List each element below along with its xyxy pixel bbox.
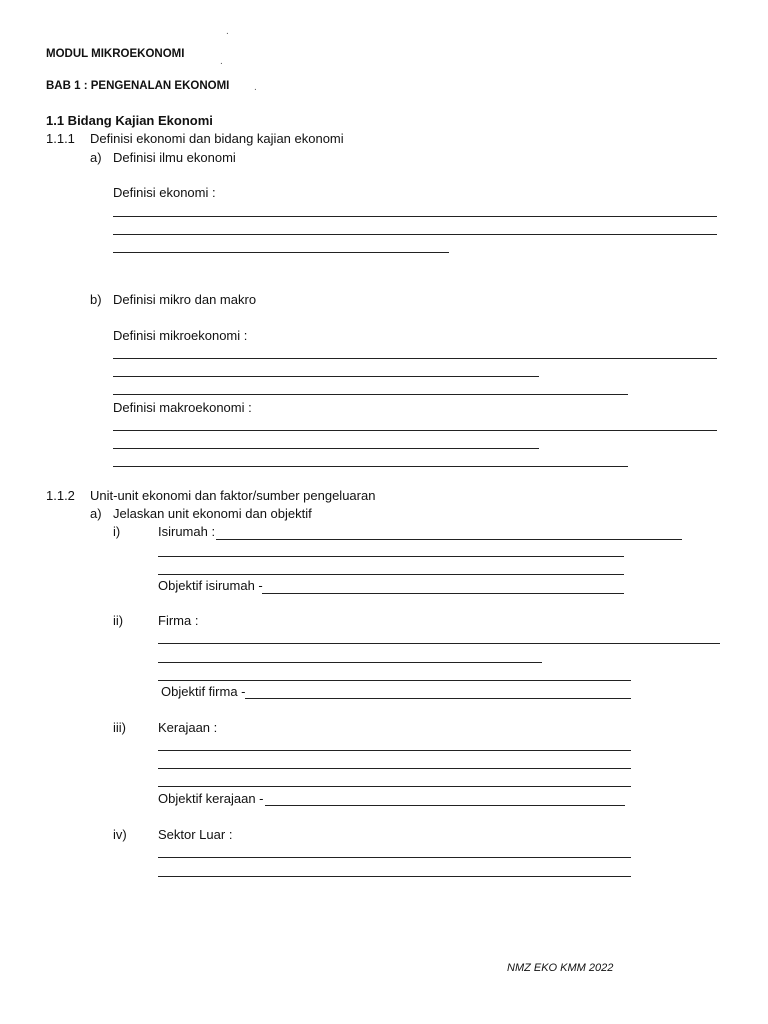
answer-line[interactable]: [158, 643, 720, 644]
item-text: Jelaskan unit ekonomi dan objektif: [113, 506, 312, 521]
answer-line[interactable]: [158, 662, 542, 663]
answer-line[interactable]: [158, 876, 631, 877]
answer-line[interactable]: [113, 234, 717, 235]
field-label: Isirumah :: [158, 524, 216, 539]
item-marker: i): [113, 524, 121, 539]
item-marker: iii): [113, 720, 126, 735]
answer-line[interactable]: [113, 216, 717, 217]
stray-mark: .: [226, 26, 229, 37]
item-marker: iv): [113, 827, 127, 842]
answer-line[interactable]: [113, 430, 717, 431]
stray-mark: .: [220, 56, 223, 67]
answer-line[interactable]: [113, 394, 628, 395]
item-marker: a): [90, 506, 102, 521]
answer-line[interactable]: [265, 805, 625, 806]
item-marker: a): [90, 150, 102, 165]
answer-line[interactable]: [158, 750, 631, 751]
subsection-number: 1.1.2: [46, 488, 75, 503]
answer-line[interactable]: [113, 376, 539, 377]
answer-line[interactable]: [158, 786, 631, 787]
answer-line[interactable]: [158, 556, 624, 557]
field-label: Firma :: [158, 613, 199, 628]
answer-line[interactable]: [262, 593, 624, 594]
chapter-title: BAB 1 : PENGENALAN EKONOMI: [46, 80, 230, 92]
objective-label: Objektif isirumah -: [158, 578, 263, 593]
item-marker: b): [90, 292, 102, 307]
answer-line[interactable]: [158, 680, 631, 681]
field-label: Definisi ekonomi :: [113, 185, 216, 200]
answer-line[interactable]: [158, 857, 631, 858]
subsection-title: Definisi ekonomi dan bidang kajian ekonomi: [90, 131, 344, 146]
subsection-title: Unit-unit ekonomi dan faktor/sumber pengeluaran: [90, 488, 376, 503]
page-footer: NMZ EKO KMM 2022: [507, 962, 614, 974]
item-text: Definisi mikro dan makro: [113, 292, 257, 307]
module-title: MODUL MIKROEKONOMI: [46, 48, 185, 60]
answer-line[interactable]: [216, 539, 682, 540]
answer-line[interactable]: [158, 768, 631, 769]
field-label: Sektor Luar :: [158, 827, 233, 842]
answer-line[interactable]: [113, 448, 539, 449]
answer-line[interactable]: [158, 574, 624, 575]
section-heading: 1.1 Bidang Kajian Ekonomi: [46, 113, 213, 128]
item-text: Definisi ilmu ekonomi: [113, 150, 236, 165]
objective-label: Objektif firma -: [161, 684, 246, 699]
answer-line[interactable]: [113, 466, 628, 467]
subsection-number: 1.1.1: [46, 131, 75, 146]
answer-line[interactable]: [113, 252, 449, 253]
objective-label: Objektif kerajaan -: [158, 791, 264, 806]
field-label: Definisi mikroekonomi :: [113, 328, 248, 343]
stray-mark: .: [254, 82, 257, 93]
field-label: Definisi makroekonomi :: [113, 400, 252, 415]
answer-line[interactable]: [245, 698, 631, 699]
field-label: Kerajaan :: [158, 720, 218, 735]
item-marker: ii): [113, 613, 124, 628]
answer-line[interactable]: [113, 358, 717, 359]
